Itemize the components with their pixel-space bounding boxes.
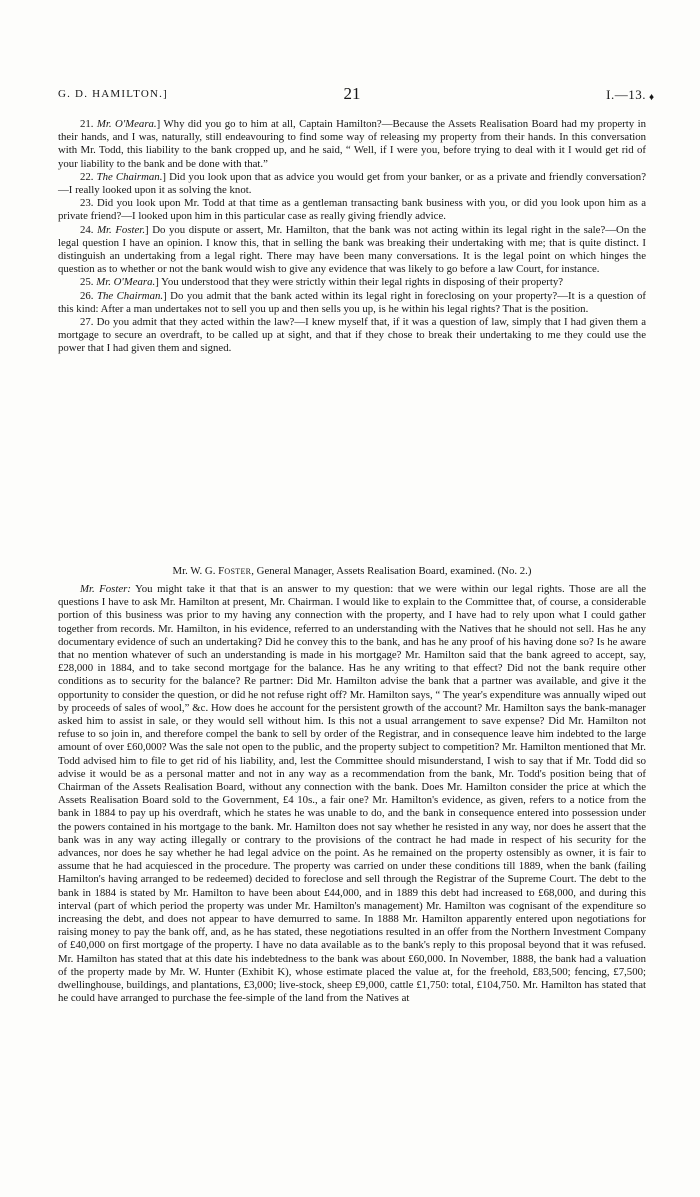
question-speaker: 23. <box>80 197 94 210</box>
statement-paragraph <box>58 583 646 1006</box>
question-speaker: 27. <box>80 316 94 329</box>
question-23 <box>58 197 646 223</box>
question-26 <box>58 290 646 316</box>
statement-speaker: Mr. Foster: <box>80 583 131 595</box>
question-text: Why did you go to him at all, Captain Hamilton?—Because the Assets Realisation Board had my property in their hands, and I was, naturally, still endeavouring to find some way of releasing my property from their hands. In this conversation with Mr. Todd, this liability to the bank cropped up, and he said, “ Well, if I were you, before trying to deal with it I would get rid of your liability to the bank and be done with that.” <box>58 118 646 170</box>
witness-prefix: Mr. W. G. <box>172 565 219 577</box>
question-speaker: 24. Mr. Foster.] <box>80 223 149 236</box>
header-witness-name: G. D. HAMILTON.] <box>58 88 168 100</box>
witness-suffix: , General Manager, Assets Realisation Board, examined. (No. 2.) <box>251 565 532 577</box>
page-number: 21 <box>343 84 361 103</box>
questions-block <box>58 118 646 356</box>
question-speaker: 25. Mr. O'Meara.] <box>80 276 159 289</box>
question-text: You understood that they were strictly within their legal rights in disposing of their property? <box>158 276 564 289</box>
page-header <box>58 84 646 106</box>
scan-speck: ♦ <box>649 92 655 103</box>
question-text: Do you admit that they acted within the law?—I knew myself that, if it was a question of law, simply that I had given them a mortgage to secure an overdraft, to be called up at sight, and that if they chose to break their undertaking to me they could use the power that I had given them and signed. <box>58 316 646 355</box>
question-speaker: 26. The Chairman.] <box>80 289 167 302</box>
question-text: Did you look upon that as advice you would get from your banker, or as a private and friendly conversation?—I really looked upon it as solving the knot. <box>58 170 646 197</box>
statement-block <box>58 583 646 1006</box>
question-24 <box>58 224 646 277</box>
question-text: Did you look upon Mr. Todd at that time as a gentleman transacting bank business with you, or did you look upon him as a private friend?—I looked upon him in this particular case as really giving friendly advice. <box>58 197 646 223</box>
question-text: Do you dispute or assert, Mr. Hamilton, that the bank was not acting within its legal right in the sale?—On the legal question I have an opinion. I know this, that in selling the bank was breaking their undertaking with me; that is quite distinct. I distinguish an undertaking from a legal right. There may have been many conversations. It is the legal point on which hinges the question as to whether or not the bank would wish to give any evidence that was likely to go before a law Court, for instance. <box>58 223 646 276</box>
witness-heading <box>58 565 646 578</box>
question-text: Do you admit that the bank acted within its legal right in foreclosing on your property?—It is a question of this kind: After a man undertakes not to sell you up and then sells you up, is he within his legal rights? That is the position. <box>58 289 646 315</box>
question-22 <box>58 171 646 197</box>
question-21 <box>58 118 646 171</box>
statement-text: You might take it that that is an answer to my question: that we were within our legal rights. Those are all the questions I have to ask Mr. Hamilton at present, Mr. Chairman. I would like to explain to the Committee that, of course, a considerable portion of this business was prior to my having any connection with the property, and I have had to rely upon what I could gather together from records. Mr. Hamilton, in his evidence, referred to an understanding with the Natives that he should not sell. Has he any documentary evidence of such an undertaking? Did he convey this to the bank, and has he any proof of his having done so? Is he aware that no mention whatever of such an understanding is made in his mortgage? Mr. Hamilton said that the bank agreed to accept, say, £28,000 in 1884, and to take second mortgage for the balance. Has he any writing to that effect? Did not the bank require other conditions as to security for the balance? Re partner: Did Mr. Hamilton advise the bank that a partner was available, and give it the opportunity to consider the question, or did he not refuse right off? Mr. Hamilton says, “ The year's expenditure was annually wiped out by proceeds of sales of wool,” &c. How does he account for the persistent growth of the account? Mr. Hamilton says the bank-manager asked him to assist in sale, or they would sell without him. Is this not a usual arrangement to save expense? Did Mr. Hamilton not refuse to so join in, and therefore compel the bank to sell by order of the Registrar, and in consequence leave him indebted to the large amount of over £60,000? Was the sale not open to the public, and the property subject to competition? Mr. Hamilton mentioned that Mr. Todd advised him to file to get rid of his liability, and, lest the Committee should misunderstand, I wish to say that if Mr. Todd did so advise it would be as a personal matter and not in any way as a recommendation from the bank, Mr. Todd's position being that of Chairman of the Assets Realisation Board, without any connection with the bank. Does Mr. Hamilton consider the price at which the Assets Realisation Board sold to the Government, £4 10s., a fair one? Mr. Hamilton's evidence, as given, refers to a notice from the bank in 1884 to pay up his overdraft, which he states he was unable to do, and the bank in consequence entered into possession under the powers contained in his mortgage to the bank. Mr. Hamilton does not say whether he resisted in any way, nor does he assert that the bank was in any way acting illegally or contrary to the provisions of the contract he had made in respect of his security for the advances, nor does he say whether he had legal advice on the point. As he remained on the property ostensibly as owner, it is fair to assume that he had acquiesced in the procedure. The property was carried on under these conditions till 1889, when the bank (failing Hamilton's having arranged to be redeemed) decided to foreclose and sell through the Registrar of the Supreme Court. The debt to the bank in 1884 is stated by Mr. Hamilton to have been about £44,000, and in 1889 this debt had increased to £68,000, and during this interval (part of which period the property was under Mr. Hamilton's management) Mr. Hamilton was cognisant of the expenditure so increasing the debt, and does not appear to have demurred to same. In 1888 Mr. Hamilton apparently entered upon negotiations for raising money to pay the bank off, and, as he has stated, these negotiations resulted in an offer from the Northern Investment Company of £40,000 on first mortgage of the property. I have no data available as to the bank's reply to this proposal beyond that it was refused. Mr. Hamilton has stated that at this date his indebtedness to the bank was about £60,000. In November, 1888, the bank had a valuation of the property made by Mr. W. Hunter (Exhibit K), whose estimate placed the value at, for the freehold, £83,500; fencing, £7,500; dwellinghouse, buildings, and plantations, £3,000; live-stock, sheep £9,000, cattle £1,750: total, £104,750. Mr. Hamilton has stated that he could have arranged to purchase the fee-simple of the land from the Natives at <box>58 583 647 1005</box>
paper-reference: I.—13. <box>606 87 646 102</box>
question-speaker: 21. Mr. O'Meara.] <box>80 118 161 130</box>
question-27 <box>58 316 646 356</box>
question-25 <box>58 276 646 289</box>
witness-surname: Foster <box>218 565 252 577</box>
question-speaker: 22. The Chairman.] <box>80 170 167 183</box>
